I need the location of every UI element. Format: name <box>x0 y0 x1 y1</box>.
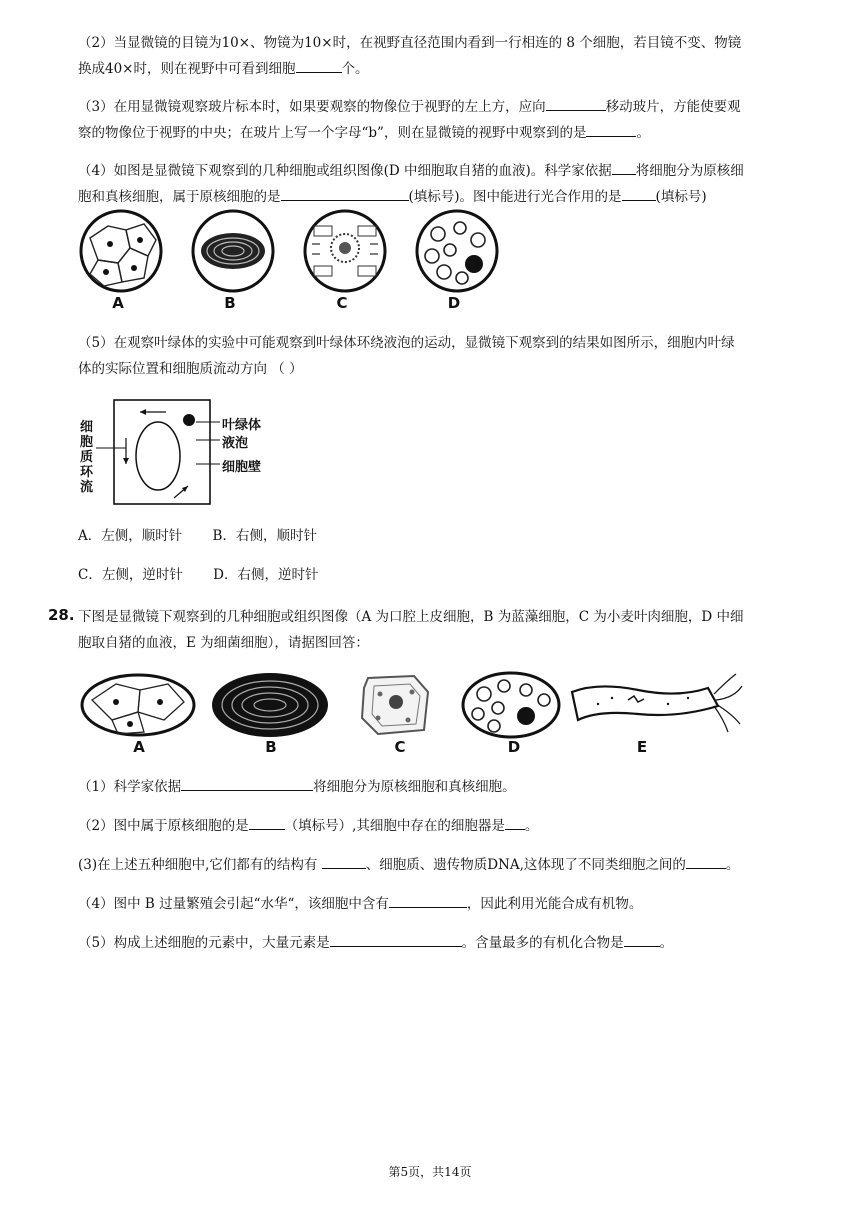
q27-part3-line2: 察的物像位于视野的中央；在玻片上写一个字母“b”，则在显微镜的视野中观察到的是 。 <box>78 120 816 146</box>
cell-e <box>572 674 742 732</box>
q28-stem-line1: 下图是显微镜下观察到的几种细胞或组织图像（A 为口腔上皮细胞，B 为蓝藻细胞，C 为小麦叶肉细胞，D 中细 <box>78 609 744 625</box>
chloroplast-label: 叶绿体 <box>222 418 262 433</box>
cell-images-figure-2 <box>78 670 758 740</box>
option-b[interactable]: B．右侧，顺时针 <box>212 528 317 544</box>
label-leader-lines <box>196 414 220 474</box>
q27-part5-line1: （5）在观察叶绿体的实验中可能观察到叶绿体环绕液泡的运动，显微镜下观察到的结果如图所示，细胞内叶绿 <box>78 335 735 351</box>
figure-1-label-d: D <box>447 294 461 312</box>
cell-images-figure-1 <box>78 208 508 300</box>
q27-part2-line2: 换成40×时，则在视野中可看到细胞 个。 <box>78 56 816 82</box>
q28-part5: （5）构成上述细胞的元素中，大量元素是 。含量最多的有机化合物是 。 <box>78 930 816 956</box>
answer-blank[interactable] <box>546 95 606 111</box>
answer-blank[interactable] <box>624 931 660 947</box>
options-row-1 <box>78 524 343 548</box>
page-footer: 第5页，共14页 <box>388 1165 472 1179</box>
micrograph-d <box>417 211 497 291</box>
answer-blank[interactable] <box>622 185 656 201</box>
answer-blank[interactable] <box>330 931 462 947</box>
cell-a <box>82 675 194 735</box>
answer-blank[interactable] <box>181 775 313 791</box>
question-number: 28. <box>48 606 75 624</box>
figure-2-label-a: A <box>133 738 145 756</box>
options-row-2 <box>78 563 344 587</box>
figure-2-label-b: B <box>265 738 277 756</box>
option-d[interactable]: D．右侧，逆时针 <box>213 567 319 583</box>
micrograph-a <box>81 211 161 291</box>
q28-stem-line2: 胞取自猪的血液，E 为细菌细胞），请据图回答： <box>78 635 369 651</box>
figure-2-label-e: E <box>636 738 648 756</box>
figure-2-label-c: C <box>394 738 406 756</box>
q28-part3: (3)在上述五种细胞中,它们都有的结构有 、细胞质、遗传物质DNA,这体现了不同类细胞之间的 。 <box>78 852 816 878</box>
figure-1-label-b: B <box>224 294 236 312</box>
answer-blank[interactable] <box>389 892 467 908</box>
cell-c <box>362 676 428 734</box>
answer-blank[interactable] <box>296 57 342 73</box>
figure-1-label-a: A <box>112 294 124 312</box>
q28-part1: （1）科学家依据 将细胞分为原核细胞和真核细胞。 <box>78 774 816 800</box>
cytoplasm-streaming-label: 细胞质环流 <box>80 420 94 495</box>
micrograph-b <box>193 211 273 291</box>
q27-part4-line1: （4）如图是显微镜下观察到的几种细胞或组织图像(D 中细胞取自猪的血液)。科学家依据 将细胞分为原核细 <box>78 158 816 184</box>
option-a[interactable]: A．左侧，顺时针 <box>78 528 183 544</box>
answer-blank[interactable] <box>249 814 285 830</box>
vacuole-label: 液泡 <box>222 436 249 451</box>
q28-part4: （4）图中 B 过量繁殖会引起“水华“，该细胞中含有 ，因此利用光能合成有机物。 <box>78 891 816 917</box>
cell-b <box>212 673 328 737</box>
q28-part2: （2）图中属于原核细胞的是 （填标号）,其细胞中存在的细胞器是 。 <box>78 813 816 839</box>
cell-wall-label: 细胞壁 <box>222 460 262 475</box>
answer-blank[interactable] <box>281 185 409 201</box>
option-c[interactable]: C．左侧，逆时针 <box>78 567 183 583</box>
micrograph-c <box>305 211 385 291</box>
q27-part4-line2: 胞和真核细胞，属于原核细胞的是 (填标号)。图中能进行光合作用的是 (填标号) <box>78 184 816 210</box>
q27-part3-line1: （3）在用显微镜观察玻片标本时，如果要观察的物像位于视野的左上方，应向 移动玻片，方能使要观 <box>78 94 816 120</box>
answer-blank[interactable] <box>686 853 726 869</box>
answer-blank[interactable] <box>612 159 636 175</box>
answer-blank[interactable] <box>322 853 366 869</box>
cell-d <box>463 673 559 737</box>
q27-part5-line2: 体的实际位置和细胞质流动方向 （ ） <box>78 361 303 377</box>
figure-1-label-c: C <box>336 294 348 312</box>
figure-2-label-d: D <box>507 738 521 756</box>
answer-blank[interactable] <box>505 814 525 830</box>
q27-part2-line1: （2）当显微镜的目镜为10×、物镜为10×时，在视野直径范围内看到一行相连的 8 个细胞，若目镜不变、物镜 <box>78 35 742 51</box>
answer-blank[interactable] <box>586 121 636 137</box>
